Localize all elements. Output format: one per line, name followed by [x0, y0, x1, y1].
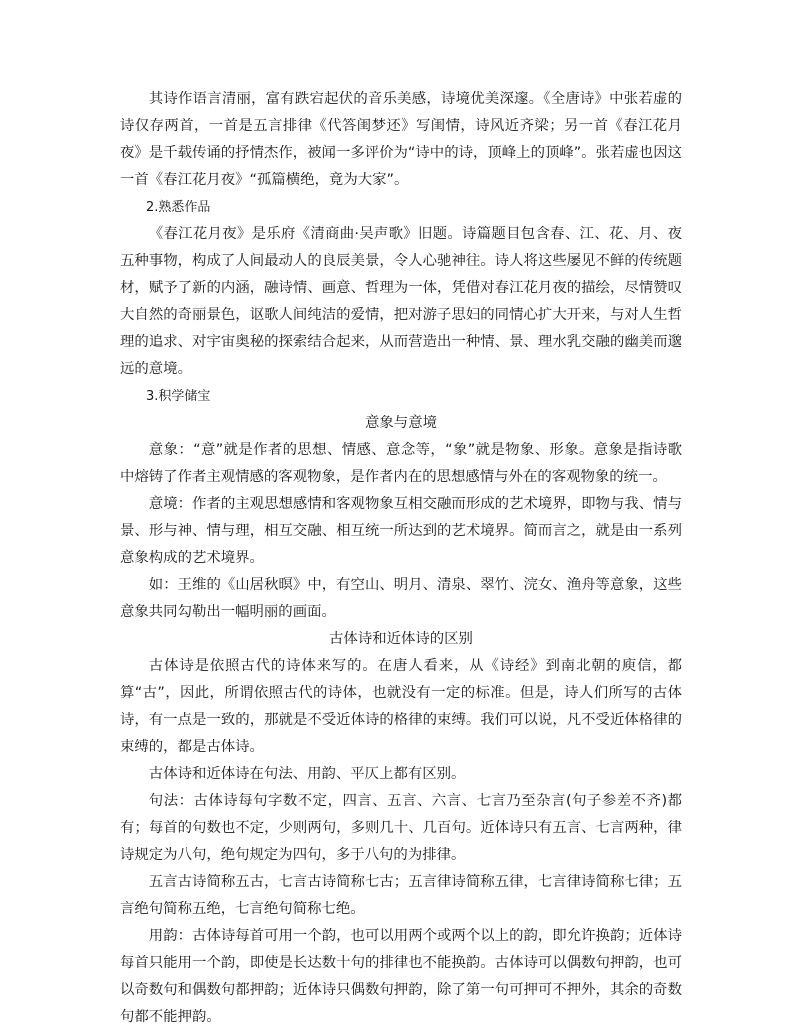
- paragraph-intro: 其诗作语言清丽，富有跌宕起伏的音乐美感，诗境优美深邃。《全唐诗》中张若虚的诗仅存两首，一首是五言排律《代答闺梦还》写闺情，诗风近齐梁；另一首《春江花月夜》是千载传诵的抒情杰作，被闻一多评价为“诗中的诗，顶峰上的顶峰”。张若虚也因这一首《春江花月夜》“孤篇横绝，竟为大家”。: [120, 91, 682, 188]
- section-heading-familiarize: 2.熟悉作品: [146, 200, 211, 215]
- document-page: [120, 86, 682, 1031]
- subtitle-poetry-difference: 古体诗和近体诗的区别: [329, 631, 473, 647]
- paragraph-syntax: 句法：古体诗每句字数不定，四言、五言、六言、七言乃至杂言(句子参差不齐)都有；每首的句数也不定，少则两句，多则几十、几百句。近体诗只有五言、七言两种，律诗规定为八句，绝句规定为四句，多于八句的为排律。: [120, 793, 682, 863]
- paragraph-work-analysis: 《春江花月夜》是乐府《清商曲·吴声歌》旧题。诗篇题目包含春、江、花、月、夜五种事物，构成了人间最动人的良辰美景，令人心驰神往。诗人将这些屡见不鲜的传统题材，赋予了新的内涵，融诗情、画意、哲理为一体，凭借对春江花月夜的描绘，尽情赞叹大自然的奇丽景色，讴歌人间纯洁的爱情，把对游子思妇的同情心扩大开来，与对人生哲理的追求、对宇宙奥秘的探索结合起来，从而营造出一种情、景、理水乳交融的幽美而邈远的意境。: [120, 226, 682, 377]
- paragraph-differences-summary: 古体诗和近体诗在句法、用韵、平仄上都有区别。: [148, 766, 466, 782]
- paragraph-ancient-poetry: 古体诗是依照古代的诗体来写的。在唐人看来，从《诗经》到南北朝的庾信，都算“古”，因此，所谓依照古代的诗体，也就没有一定的标准。但是，诗人们所写的古体诗，有一点是一致的，那就是不受近体诗的格律的束缚。我们可以说，凡不受近体格律的束缚的，都是古体诗。: [120, 658, 682, 755]
- paragraph-example: 如：王维的《山居秋暝》中，有空山、明月、清泉、翠竹、浣女、渔舟等意象，这些意象共同勾勒出一幅明丽的画面。: [120, 577, 682, 620]
- section-heading-knowledge: 3.积学储宝: [146, 389, 211, 404]
- paragraph-abbreviations: 五言古诗简称五古，七言古诗简称七古；五言律诗简称五律，七言律诗简称七律；五言绝句简称五绝，七言绝句简称七绝。: [120, 874, 682, 917]
- subtitle-imagery: 意象与意境: [365, 415, 437, 431]
- paragraph-artistic-conception: 意境：作者的主观思想感情和客观物象互相交融而形成的艺术境界，即物与我、情与景、形与神、情与理，相互交融、相互统一所达到的艺术境界。简而言之，就是由一系列意象构成的艺术境界。: [120, 496, 682, 566]
- paragraph-imagery-definition: 意象：“意”就是作者的思想、情感、意念等，“象”就是物象、形象。意象是指诗歌中熔铸了作者主观情感的客观物象，是作者内在的思想感情与外在的客观物象的统一。: [120, 442, 682, 485]
- paragraph-rhyme: 用韵：古体诗每首可用一个韵，也可以用两个或两个以上的韵，即允许换韵；近体诗每首只能用一个韵，即使是长达数十句的排律也不能换韵。古体诗可以偶数句押韵，也可以奇数句和偶数句都押韵；近体诗只偶数句押韵，除了第一句可押可不押外，其余的奇数句都不能押韵。: [120, 928, 682, 1025]
